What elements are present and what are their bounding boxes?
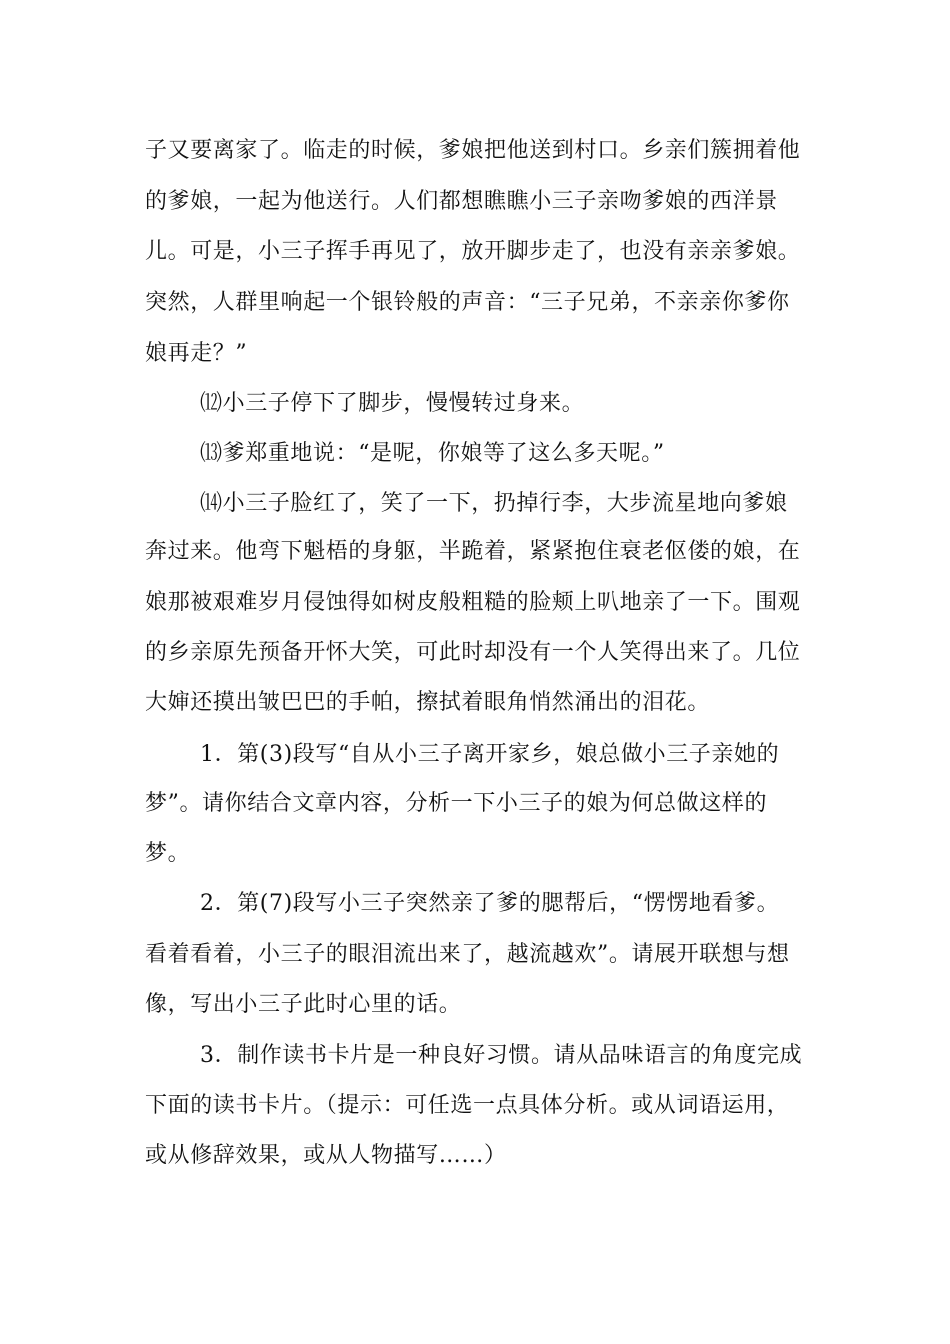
text-line: 的爹娘，一起为他送行。人们都想瞧瞧小三子亲吻爹娘的西洋景: [145, 189, 778, 214]
text-line: 奔过来。他弯下魁梧的身躯，半跪着，紧紧抱住衰老伛偻的娘，在: [145, 539, 801, 564]
text-line: 梦”。请你结合文章内容，分析一下小三子的娘为何总做这样的: [145, 791, 768, 816]
paragraph-14: ⒁小三子脸红了，笑了一下，扔掉行李，大步流星地向爹娘: [200, 491, 788, 516]
text-line: 梦。: [145, 841, 191, 866]
paragraph-12: ⑿小三子停下了脚步，慢慢转过身来。: [200, 391, 585, 416]
text-line: 看着看着，小三子的眼泪流出来了，越流越欢”。请展开联想与想: [145, 942, 790, 967]
text-line: 或从修辞效果，或从人物描写……）: [145, 1143, 507, 1168]
text-line: 儿。可是，小三子挥手再见了，放开脚步走了，也没有亲亲爹娘。: [145, 239, 801, 264]
text-line: 像，写出小三子此时心里的话。: [145, 992, 462, 1017]
paragraph-13: ⒀爹郑重地说：“是呢，你娘等了这么多天呢。”: [200, 441, 665, 466]
question-2: 2．第(7)段写小三子突然亲了爹的腮帮后，“愣愣地看爹。: [200, 891, 780, 916]
question-3: 3．制作读书卡片是一种良好习惯。请从品味语言的角度完成: [200, 1043, 803, 1068]
text-line: 的乡亲原先预备开怀大笑，可此时却没有一个人笑得出来了。几位: [145, 640, 801, 665]
text-line: 下面的读书卡片。（提示：可任选一点具体分析。或从词语运用，: [145, 1093, 790, 1118]
text-line: 娘那被艰难岁月侵蚀得如树皮般粗糙的脸颊上叭地亲了一下。围观: [145, 590, 801, 615]
question-1: 1．第(3)段写“自从小三子离开家乡，娘总做小三子亲她的: [200, 742, 780, 767]
text-line: 突然，人群里响起一个银铃般的声音：“三子兄弟，不亲亲你爹你: [145, 290, 790, 315]
text-line: 娘再走？”: [145, 341, 248, 366]
text-line: 子又要离家了。临走的时候，爹娘把他送到村口。乡亲们簇拥着他: [145, 138, 801, 163]
text-line: 大婶还摸出皱巴巴的手帕，擦拭着眼角悄然涌出的泪花。: [145, 690, 711, 715]
